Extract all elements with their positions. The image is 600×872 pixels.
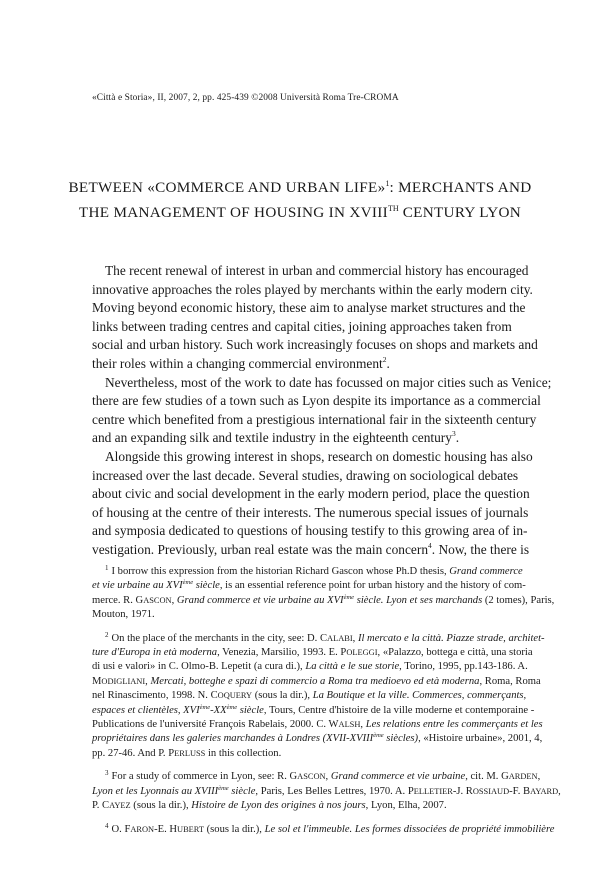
article-title: [60, 173, 540, 223]
body-line: The recent renewal of interest in urban and commercial history has encouraged: [105, 263, 529, 278]
footnote-line: nel Rinascimento, 1998. N. COQUERY (sous la dir.), La Boutique et la ville. Commerces, commerçants,: [92, 690, 527, 702]
footnote-ref[interactable]: 4: [428, 540, 432, 550]
footnote-line: ture d'Europa in età moderna, Venezia, Marsilio, 1993. E. POLEGGI, «Palazzo, bottega e città, una storia: [92, 647, 533, 659]
footnote-line: Lyon et les Lyonnais au XVIIIème siècle, Paris, Les Belles Lettres, 1970. A. PELLETIER-J. ROSSIAUD-F. BAYARD,: [92, 784, 561, 797]
footnote-line: pp. 27-46. And P. PERLUSS in this collection.: [92, 747, 282, 759]
footnotes: [92, 561, 561, 837]
body-line: there are few studies of a town such as Lyon despite its importance as a commercial: [92, 393, 541, 409]
body-line: about civic and social development in the early modern period, place the question: [92, 486, 530, 502]
footnote-line: Mouton, 1971.: [92, 609, 155, 621]
title-line-2: THE MANAGEMENT OF HOUSING IN XVIIITH CENTURY LYON: [78, 204, 522, 221]
running-header: «Città e Storia», II, 2007, 2, pp. 425-439 ©2008 Università Roma Tre-CROMA: [92, 93, 399, 103]
title-line-1: BETWEEN «COMMERCE AND URBAN LIFE»$^1$: MERCHANTS AND: [68, 179, 532, 196]
footnote-line: propriétaires dans les galeries marchandes à Londres (XVII-XVIIIème siècles), «Histoire urbaine», 2001, 4,: [92, 732, 543, 745]
body-line: links between trading centres and capital cities, joining approaches taken from: [92, 318, 512, 334]
footnote-line: merce. R. GASCON, Grand commerce et vie urbaine au XVIème siècle. Lyon et ses marchands (2 tomes), Paris,: [92, 593, 555, 606]
body-line: vestigation. Previously, urban real estate was the main concern$^4$. Now, the there is: [92, 540, 530, 557]
footnote-2: $^2$ On the place of the merchants in the city, see: D. CALABI, Il mercato e la città. Piazze strade, architet-: [105, 630, 545, 644]
footnote-ref[interactable]: 1: [385, 179, 390, 188]
body-text: [92, 262, 552, 560]
footnote-3: $^3$ For a study of commerce in Lyon, see: R. GASCON, Grand commerce et vie urbaine, cit. M. GARDEN,: [105, 769, 541, 783]
body-line: Nevertheless, most of the work to date has focussed on major cities such as Venice;: [105, 374, 552, 390]
footnote-line: espaces et clientèles, XVIème-XXème siècle, Tours, Centre d'histoire de la ville moderne et contemporaine -: [92, 703, 535, 716]
body-line: their roles within a changing commercial environment$^2$.: [92, 354, 390, 371]
footnote-ref[interactable]: 2: [382, 354, 387, 364]
body-line: social and urban history. Such work increasingly focuses on shops and markets and: [92, 337, 538, 353]
body-line: centre which benefited from a prestigious international fair in the sixteenth century: [92, 411, 537, 427]
footnote-line: et vie urbaine au XVIème siècle, is an essential reference point for urban history and the history of com-: [92, 579, 526, 592]
body-line: and symposia dedicated to questions of housing testify to this growing area of in-: [92, 523, 528, 539]
footnote-line: di usi e valori» in C. Olmo-B. Lepetit (a cura di.), La città e le sue storie, Torino, 1995, pp.143-186. A.: [92, 661, 528, 673]
body-line: innovative approaches the roles played by merchants within the early modern city.: [92, 281, 533, 297]
footnote-4: $^4$ O. FARON-E. HUBERT (sous la dir.), Le sol et l'immeuble. Les formes dissociées de propriété immobilière: [105, 821, 555, 835]
footnote-line: MODIGLIANI, Mercati, botteghe e spazi di commercio a Roma tra medioevo ed età moderna, Roma, Roma: [92, 675, 541, 687]
footnote-1: $^1$ I borrow this expression from the historian Richard Gascon whose Ph.D thesis, Grand commerce: [105, 564, 523, 577]
body-line: of housing at the centre of their interests. The numerous special issues of journals: [92, 504, 529, 520]
body-line: Alongside this growing interest in shops, research on domestic housing has also: [105, 448, 533, 464]
footnote-line: P. CAYEZ (sous la dir.), Histoire de Lyon des origines à nos jours, Lyon, Elha, 2007.: [92, 800, 447, 812]
footnote-ref[interactable]: 3: [451, 429, 456, 439]
footnote-line: Publications de l'université François Rabelais, 2000. C. WALSH, Les relations entre les commerçants et les: [92, 719, 543, 731]
body-line: increased over the last decade. Several studies, drawing on sociological debates: [92, 467, 519, 483]
body-line: and an expanding silk and textile industry in the eighteenth century$^3$.: [92, 429, 460, 446]
body-line: Moving beyond economic history, these aim to analyse market structures and the: [92, 300, 526, 316]
